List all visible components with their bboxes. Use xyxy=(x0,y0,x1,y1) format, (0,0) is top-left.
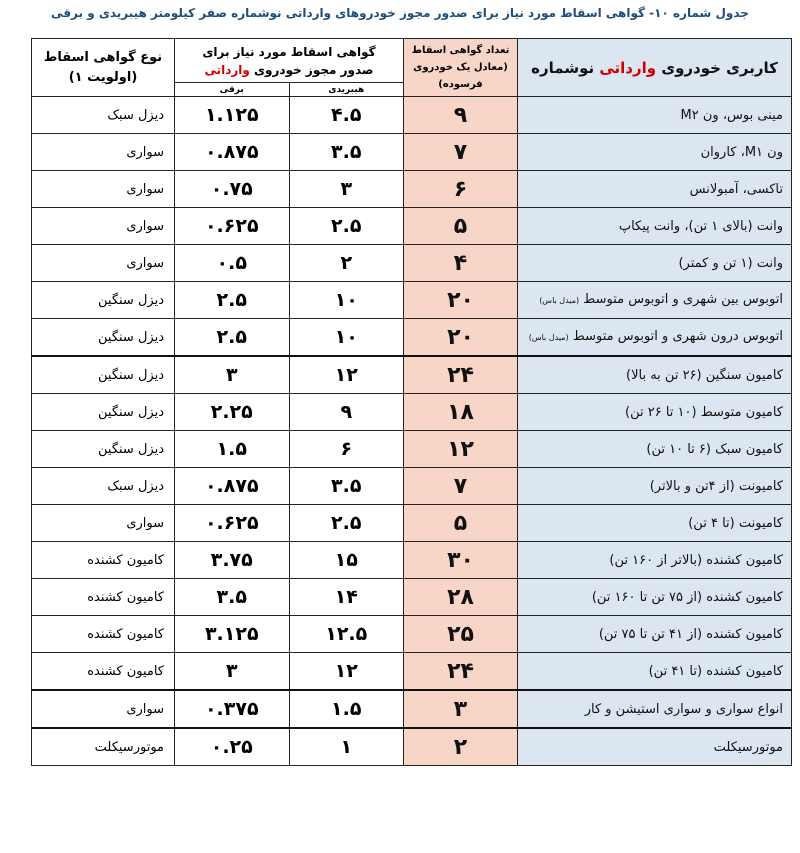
certificate-count-cell xyxy=(404,616,518,653)
certificate-count-cell xyxy=(404,579,518,616)
table-row xyxy=(32,431,792,468)
hybrid-value-cell-text: ۱ xyxy=(340,736,353,758)
hybrid-value-cell xyxy=(289,394,404,431)
table-row xyxy=(32,616,792,653)
certificate-count-cell-text: ۲۴ xyxy=(447,658,474,684)
certificate-type-cell-text: دیزل سنگین xyxy=(98,292,164,308)
table-row xyxy=(32,394,792,431)
certificate-type-cell xyxy=(32,171,175,208)
electric-value-cell-text: ۰.۶۲۵ xyxy=(204,215,259,237)
hybrid-value-cell xyxy=(289,616,404,653)
certificate-count-cell-text: ۲۸ xyxy=(447,584,474,610)
certificate-type-cell-text: سواری xyxy=(126,515,164,531)
certificate-type-cell xyxy=(32,208,175,245)
header-need-line2: صدور مجوز خودروی xyxy=(249,62,374,77)
certificate-count-cell-text: ۵ xyxy=(453,213,468,239)
certificate-count-cell-text: ۱۸ xyxy=(447,399,474,425)
hybrid-value-cell-text: ۳ xyxy=(340,178,353,200)
hybrid-value-cell-text: ۱۵ xyxy=(334,549,358,571)
electric-value-cell-text: ۰.۸۷۵ xyxy=(204,141,259,163)
header-electric: برقی xyxy=(175,83,290,97)
electric-value-cell-text: ۰.۷۵ xyxy=(210,178,253,200)
vehicle-use-cell-text: کامیون متوسط (۱۰ تا ۲۶ تن) xyxy=(625,404,783,420)
electric-value-cell xyxy=(175,579,290,616)
certificate-type-cell xyxy=(32,616,175,653)
vehicle-use-cell xyxy=(518,616,792,653)
vehicle-use-cell-text: کامیون کشنده (بالاتر از ۱۶۰ تن) xyxy=(609,552,783,568)
certificate-type-cell xyxy=(32,579,175,616)
certificate-count-cell-text: ۷ xyxy=(453,473,468,499)
electric-value-cell-text: ۰.۶۲۵ xyxy=(204,512,259,534)
hybrid-value-cell-text: ۳.۵ xyxy=(331,475,362,497)
hybrid-value-cell xyxy=(289,282,404,319)
vehicle-use-cell xyxy=(518,394,792,431)
electric-value-cell-text: ۳ xyxy=(225,364,238,386)
hybrid-value-cell-text: ۱۲.۵ xyxy=(325,623,368,645)
table-row xyxy=(32,171,792,208)
electric-value-cell-text: ۳ xyxy=(225,660,238,682)
certificate-type-cell-text: دیزل سنگین xyxy=(98,367,164,383)
certificate-count-cell-text: ۶ xyxy=(453,176,468,202)
certificate-type-cell-text: دیزل سنگین xyxy=(98,329,164,345)
vehicle-use-cell xyxy=(518,579,792,616)
electric-value-cell-text: ۱.۱۲۵ xyxy=(204,104,259,126)
vehicle-use-cell xyxy=(518,653,792,691)
electric-value-cell xyxy=(175,505,290,542)
electric-value-cell xyxy=(175,431,290,468)
vehicle-use-cell xyxy=(518,728,792,766)
certificate-type-cell-text: کامیون کشنده xyxy=(87,589,164,605)
vehicle-use-cell xyxy=(518,505,792,542)
vehicle-use-note: (میدل باس) xyxy=(539,296,580,305)
hybrid-value-cell xyxy=(289,245,404,282)
electric-value-cell xyxy=(175,728,290,766)
hybrid-value-cell xyxy=(289,505,404,542)
certificate-type-cell xyxy=(32,134,175,171)
certificate-type-cell xyxy=(32,542,175,579)
certificate-type-cell xyxy=(32,97,175,134)
electric-value-cell-text: ۲.۲۵ xyxy=(210,401,253,423)
certificate-count-cell xyxy=(404,468,518,505)
hybrid-value-cell-text: ۲.۵ xyxy=(331,512,362,534)
electric-value-cell xyxy=(175,282,290,319)
certificate-type-cell-text: سواری xyxy=(126,181,164,197)
vehicle-use-cell xyxy=(518,542,792,579)
certificate-type-cell xyxy=(32,319,175,357)
header-vehicle-use-text: کاربری خودروی xyxy=(656,58,778,77)
header-required-certificates xyxy=(175,39,404,83)
vehicle-use-cell xyxy=(518,134,792,171)
header-need-red: وارداتی xyxy=(204,62,250,77)
hybrid-value-cell xyxy=(289,579,404,616)
certificate-count-cell xyxy=(404,282,518,319)
vehicle-use-cell-text: اتوبوس درون شهری و اتوبوس متوسط xyxy=(568,329,783,344)
certificate-count-cell xyxy=(404,431,518,468)
table-row xyxy=(32,653,792,691)
certificate-count-cell-text: ۱۲ xyxy=(447,436,474,462)
table-container xyxy=(31,38,800,766)
table-row xyxy=(32,356,792,394)
certificate-count-cell xyxy=(404,653,518,691)
hybrid-value-cell-text: ۱.۵ xyxy=(331,698,362,720)
hybrid-value-cell-text: ۱۰ xyxy=(334,289,358,311)
certificate-count-cell-text: ۲ xyxy=(453,734,468,760)
vehicle-use-cell-text: کامیون کشنده (از ۷۵ تن تا ۱۶۰ تن) xyxy=(591,589,783,605)
vehicle-use-cell xyxy=(518,468,792,505)
certificate-count-cell-text: ۷ xyxy=(453,139,468,165)
certificate-count-cell xyxy=(404,319,518,357)
electric-value-cell xyxy=(175,245,290,282)
hybrid-value-cell-text: ۱۴ xyxy=(334,586,358,608)
certificate-type-cell-text: سواری xyxy=(126,218,164,234)
certificate-count-cell-text: ۴ xyxy=(453,250,468,276)
table-row xyxy=(32,208,792,245)
certificate-count-cell-text: ۵ xyxy=(453,510,468,536)
certificate-type-cell xyxy=(32,690,175,728)
hybrid-value-cell-text: ۹ xyxy=(340,401,353,423)
header-certificate-count xyxy=(404,39,518,97)
electric-value-cell xyxy=(175,394,290,431)
certificate-type-cell xyxy=(32,653,175,691)
vehicle-use-cell-text: کامیون کشنده (تا ۴۱ تن) xyxy=(648,663,783,679)
hybrid-value-cell xyxy=(289,134,404,171)
certificate-type-cell-text: کامیون کشنده xyxy=(87,626,164,642)
hybrid-value-cell-text: ۳.۵ xyxy=(331,141,362,163)
electric-value-cell-text: ۳.۷۵ xyxy=(210,549,253,571)
table-row xyxy=(32,579,792,616)
vehicle-use-cell-text: مینی بوس، ون M۲ xyxy=(680,107,783,123)
vehicle-use-cell xyxy=(518,97,792,134)
certificate-count-cell-text: ۳ xyxy=(453,696,468,722)
electric-value-cell-text: ۰.۵ xyxy=(216,252,247,274)
hybrid-value-cell xyxy=(289,653,404,691)
vehicle-use-cell xyxy=(518,208,792,245)
vehicle-use-cell xyxy=(518,431,792,468)
certificate-type-cell xyxy=(32,356,175,394)
scrappage-table xyxy=(31,38,792,766)
hybrid-value-cell xyxy=(289,97,404,134)
certificate-type-cell-text: کامیون کشنده xyxy=(87,663,164,679)
header-type-line2: (اولویت ۱) xyxy=(68,69,138,85)
certificate-type-cell xyxy=(32,394,175,431)
vehicle-use-cell-text: ون M۱، کاروان xyxy=(700,144,783,160)
vehicle-use-cell-text: کامیون سبک (۶ تا ۱۰ تن) xyxy=(646,441,783,457)
vehicle-use-cell-text: وانت (۱ تن و کمتر) xyxy=(678,255,783,271)
vehicle-use-cell xyxy=(518,690,792,728)
vehicle-use-cell-text: تاکسی، آمبولانس xyxy=(689,181,783,197)
certificate-count-cell xyxy=(404,542,518,579)
electric-value-cell-text: ۲.۵ xyxy=(216,326,247,348)
hybrid-value-cell-text: ۲.۵ xyxy=(331,215,362,237)
certificate-type-cell xyxy=(32,468,175,505)
certificate-count-cell-text: ۲۰ xyxy=(447,287,474,313)
vehicle-use-cell-text: کامیون کشنده (از ۴۱ تن تا ۷۵ تن) xyxy=(598,626,783,642)
header-type-line1: نوع گواهی اسقاط xyxy=(43,49,163,65)
header-vehicle-use-suffix: نوشماره xyxy=(531,58,600,77)
table-row xyxy=(32,282,792,319)
certificate-count-cell xyxy=(404,394,518,431)
certificate-count-cell-text: ۹ xyxy=(453,102,468,128)
table-row xyxy=(32,468,792,505)
vehicle-use-cell-text: کامیونت (تا ۴ تن) xyxy=(688,515,783,531)
certificate-count-cell-text: ۲۴ xyxy=(447,362,474,388)
certificate-type-cell-text: کامیون کشنده xyxy=(87,552,164,568)
table-caption: جدول شماره ۱۰- گواهی اسقاط مورد نیاز برای صدور مجوز خودروهای وارداتی نوشماره صفر کیلومتر هیبریدی و برقی xyxy=(51,6,749,20)
vehicle-use-note: (میدل باس) xyxy=(528,333,569,342)
certificate-count-cell xyxy=(404,356,518,394)
electric-value-cell xyxy=(175,653,290,691)
electric-value-cell-text: ۳.۱۲۵ xyxy=(204,623,259,645)
header-vehicle-use-red: وارداتی xyxy=(599,58,657,77)
certificate-type-cell-text: دیزل سبک xyxy=(107,478,164,494)
certificate-type-cell-text: موتورسیکلت xyxy=(94,739,164,755)
hybrid-value-cell xyxy=(289,208,404,245)
electric-value-cell xyxy=(175,171,290,208)
table-body xyxy=(32,97,792,766)
electric-value-cell xyxy=(175,616,290,653)
certificate-count-cell xyxy=(404,208,518,245)
certificate-count-cell xyxy=(404,245,518,282)
hybrid-value-cell-text: ۱۲ xyxy=(334,660,358,682)
certificate-type-cell xyxy=(32,728,175,766)
electric-value-cell xyxy=(175,690,290,728)
vehicle-use-cell xyxy=(518,171,792,208)
hybrid-value-cell-text: ۶ xyxy=(340,438,353,460)
vehicle-use-cell xyxy=(518,356,792,394)
table-row xyxy=(32,319,792,357)
certificate-count-cell-text: ۲۵ xyxy=(447,621,474,647)
hybrid-value-cell xyxy=(289,356,404,394)
electric-value-cell-text: ۲.۵ xyxy=(216,289,247,311)
hybrid-value-cell xyxy=(289,690,404,728)
hybrid-value-cell xyxy=(289,728,404,766)
table-row xyxy=(32,134,792,171)
header-count-line2: (معادل یک خودروی xyxy=(413,62,508,73)
vehicle-use-cell xyxy=(518,319,792,357)
electric-value-cell xyxy=(175,208,290,245)
electric-value-cell xyxy=(175,356,290,394)
header-count-line1: تعداد گواهی اسقاط xyxy=(411,45,510,56)
certificate-count-cell xyxy=(404,690,518,728)
certificate-count-cell-text: ۳۰ xyxy=(447,547,474,573)
electric-value-cell-text: ۳.۵ xyxy=(216,586,247,608)
hybrid-value-cell-text: ۱۰ xyxy=(334,326,358,348)
hybrid-value-cell-text: ۱۲ xyxy=(334,364,358,386)
electric-value-cell-text: ۰.۳۷۵ xyxy=(204,698,259,720)
electric-value-cell-text: ۰.۲۵ xyxy=(210,736,253,758)
certificate-count-cell xyxy=(404,171,518,208)
table-row xyxy=(32,245,792,282)
header-certificate-type xyxy=(32,39,175,97)
electric-value-cell xyxy=(175,319,290,357)
certificate-count-cell xyxy=(404,505,518,542)
hybrid-value-cell xyxy=(289,171,404,208)
certificate-type-cell-text: دیزل سبک xyxy=(107,107,164,123)
certificate-count-cell-text: ۲۰ xyxy=(447,324,474,350)
table-row xyxy=(32,542,792,579)
certificate-type-cell-text: دیزل سنگین xyxy=(98,404,164,420)
certificate-type-cell-text: سواری xyxy=(126,255,164,271)
electric-value-cell xyxy=(175,134,290,171)
table-row xyxy=(32,97,792,134)
electric-value-cell-text: ۱.۵ xyxy=(216,438,247,460)
vehicle-use-cell-text: انواع سواری و سواری استیشن و کار xyxy=(584,701,783,717)
certificate-count-cell xyxy=(404,134,518,171)
certificate-type-cell xyxy=(32,431,175,468)
vehicle-use-cell-text: کامیونت (از ۴تن و بالاتر) xyxy=(649,478,783,494)
electric-value-cell xyxy=(175,97,290,134)
vehicle-use-cell xyxy=(518,282,792,319)
certificate-type-cell xyxy=(32,505,175,542)
certificate-count-cell xyxy=(404,97,518,134)
header-hybrid: هیبریدی xyxy=(289,83,404,97)
certificate-count-cell xyxy=(404,728,518,766)
electric-value-cell xyxy=(175,468,290,505)
hybrid-value-cell-text: ۲ xyxy=(340,252,353,274)
electric-value-cell-text: ۰.۸۷۵ xyxy=(204,475,259,497)
vehicle-use-cell-text: موتورسیکلت xyxy=(713,739,783,755)
hybrid-value-cell xyxy=(289,319,404,357)
table-row xyxy=(32,505,792,542)
header-vehicle-use xyxy=(518,39,792,97)
vehicle-use-cell-text: اتوبوس بین شهری و اتوبوس متوسط xyxy=(579,292,783,307)
certificate-type-cell-text: دیزل سنگین xyxy=(98,441,164,457)
certificate-type-cell-text: سواری xyxy=(126,144,164,160)
electric-value-cell xyxy=(175,542,290,579)
hybrid-value-cell xyxy=(289,468,404,505)
vehicle-use-cell xyxy=(518,245,792,282)
table-row xyxy=(32,690,792,728)
certificate-type-cell-text: سواری xyxy=(126,701,164,717)
certificate-type-cell xyxy=(32,282,175,319)
hybrid-value-cell xyxy=(289,542,404,579)
hybrid-value-cell-text: ۴.۵ xyxy=(331,104,362,126)
hybrid-value-cell xyxy=(289,431,404,468)
table-row xyxy=(32,728,792,766)
vehicle-use-cell-text: وانت (بالای ۱ تن)، وانت پیکاپ xyxy=(618,218,783,234)
header-need-line1: گواهی اسقاط مورد نیاز برای xyxy=(202,44,376,59)
header-count-line3: فرسوده) xyxy=(438,79,483,90)
vehicle-use-cell-text: کامیون سنگین (۲۶ تن به بالا) xyxy=(626,367,783,383)
certificate-type-cell xyxy=(32,245,175,282)
